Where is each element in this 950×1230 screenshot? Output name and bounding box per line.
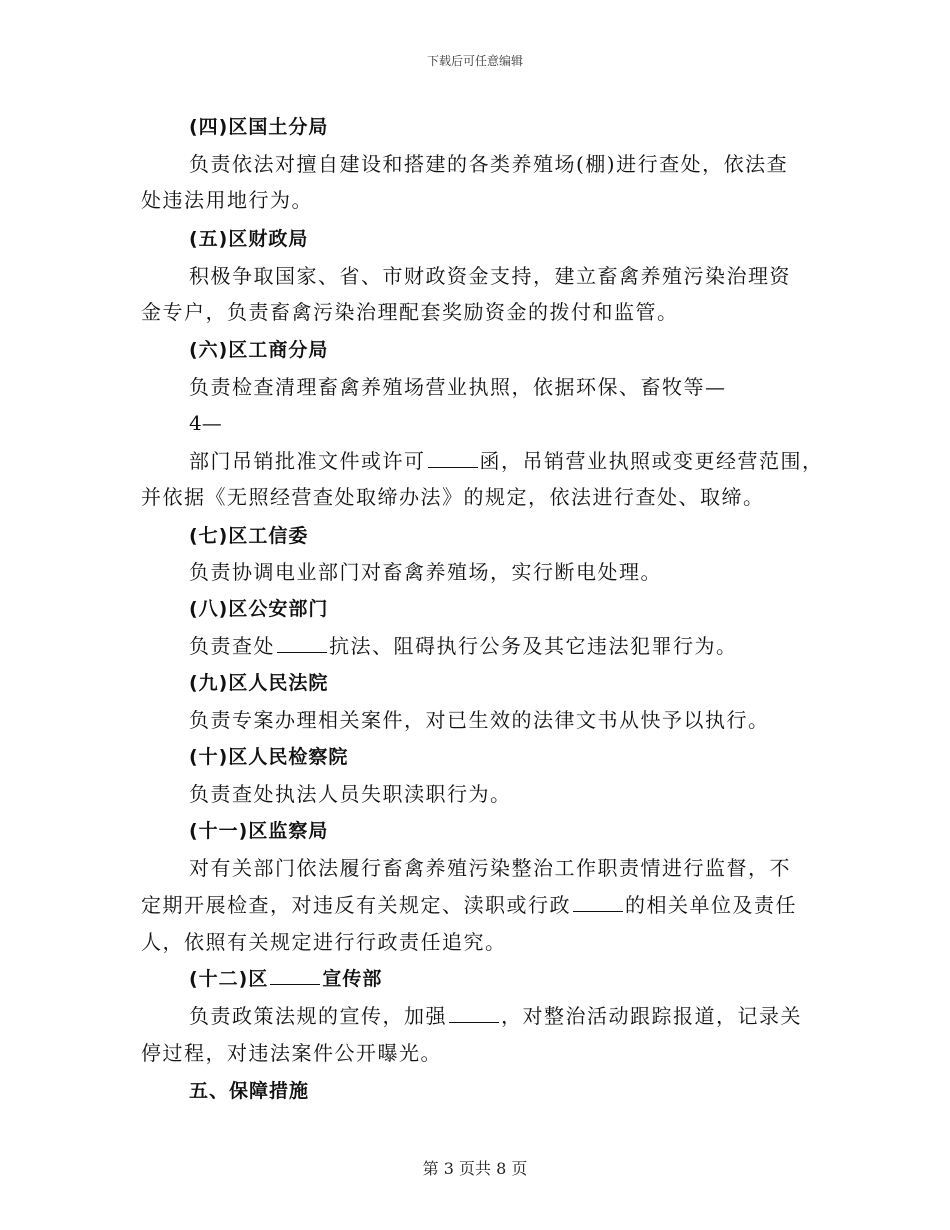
text-run: 定期开展检查，对违反有关规定、渎职或行政 (141, 893, 571, 917)
paragraph-line (189, 446, 824, 476)
text-run: 部门吊销批准文件或许可 (189, 449, 426, 473)
blank-underline (277, 634, 327, 653)
blank-underline (270, 966, 320, 985)
paragraph-line (189, 631, 738, 661)
paragraph-line: 负责查处执法人员失职渎职行为。 (189, 782, 512, 806)
text-run: 函，吊销营业执照或变更经营范围， (479, 449, 824, 473)
paragraph-line: 并依据《无照经营查处取缔办法》的规定，依法进行查处、取缔。 (141, 485, 765, 509)
blank-underline (428, 449, 478, 468)
section-heading-5: (五)区财政局 (189, 228, 309, 250)
page-number-marker: 4— (189, 411, 222, 435)
text-run: 宣传部 (322, 968, 383, 990)
page-number-footer: 第 3 页共 8 页 (422, 1159, 528, 1178)
paragraph-line: 积极争取国家、省、市财政资金支持，建立畜禽养殖污染治理资 (189, 264, 791, 288)
section-heading-7: (七)区工信委 (189, 525, 309, 547)
section-heading-12 (189, 964, 382, 994)
section-heading-9: (九)区人民法院 (189, 672, 329, 694)
paragraph-line: 负责依法对擅自建设和搭建的各类养殖场(棚)进行查处，依法查 (189, 152, 789, 176)
paragraph-line: 负责检查清理畜禽养殖场营业执照，依据环保、畜牧等— (189, 375, 727, 399)
section-heading-8: (八)区公安部门 (189, 598, 329, 620)
paragraph-line: 人，依照有关规定进行行政责任追究。 (141, 930, 507, 954)
text-run: (十二)区 (189, 968, 269, 990)
blank-underline (573, 893, 623, 912)
paragraph-line: 负责专案办理相关案件，对已生效的法律文书从快予以执行。 (189, 708, 770, 732)
paragraph-line: 处违法用地行为。 (141, 188, 313, 212)
section-heading-4: (四)区国土分局 (189, 116, 329, 138)
text-run: 负责查处 (189, 634, 275, 658)
paragraph-line: 对有关部门依法履行畜禽养殖污染整治工作职责情进行监督，不 (189, 856, 791, 880)
text-run: ，对整治活动跟踪报道，记录关 (501, 1004, 802, 1028)
paragraph-line (189, 1001, 802, 1031)
paragraph-line: 停过程，对违法案件公开曝光。 (141, 1041, 442, 1065)
section-heading-6: (六)区工商分局 (189, 339, 329, 361)
section-heading-v: 五、保障措施 (189, 1080, 310, 1102)
text-run: 的相关单位及责任 (625, 893, 797, 917)
paragraph-line: 负责协调电业部门对畜禽养殖场，实行断电处理。 (189, 560, 662, 584)
paragraph-line: 金专户，负责畜禽污染治理配套奖励资金的拨付和监管。 (141, 300, 679, 324)
text-run: 负责政策法规的宣传，加强 (189, 1004, 447, 1028)
paragraph-line (141, 890, 797, 920)
text-run: 抗法、阻碍执行公务及其它违法犯罪行为。 (329, 634, 738, 658)
page-header-note: 下载后可任意编辑 (426, 54, 523, 68)
section-heading-10: (十)区人民检察院 (189, 746, 349, 768)
section-heading-11: (十一)区监察局 (189, 820, 329, 842)
blank-underline (449, 1004, 499, 1023)
